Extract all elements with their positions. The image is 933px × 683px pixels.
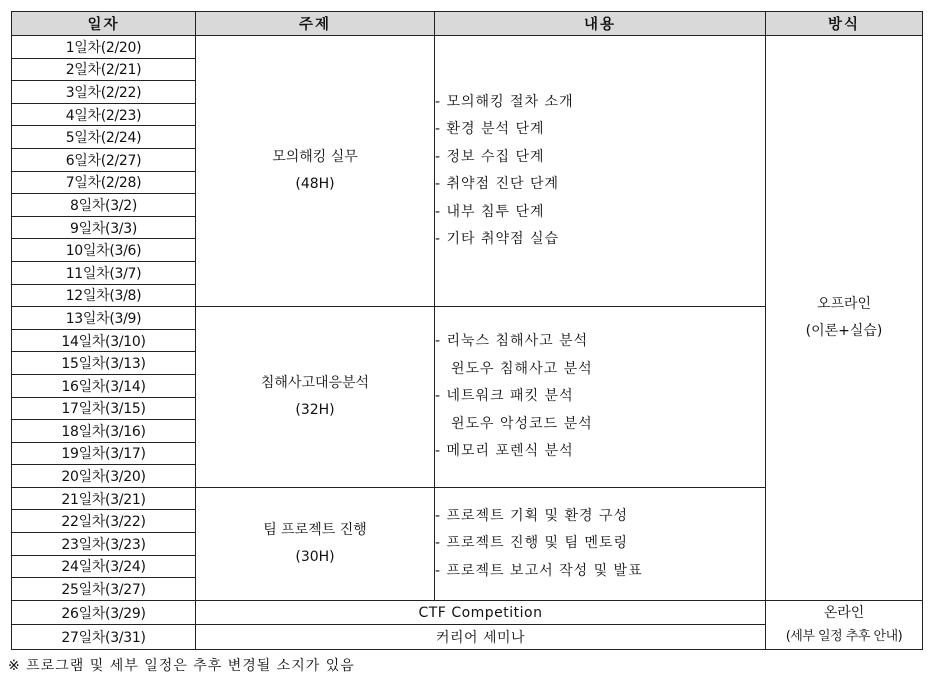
day-cell: 18일차(3/16) — [12, 420, 196, 443]
content-item: - 네트워크 패킷 분석 — [435, 388, 574, 405]
table-row — [12, 36, 923, 59]
content-item: - 리눅스 침해사고 분석 — [435, 333, 589, 350]
day-cell: 25일차(3/27) — [12, 578, 196, 601]
topic-hours: (32H) — [295, 402, 335, 418]
day-cell: 23일차(3/23) — [12, 533, 196, 556]
day-cell: 11일차(3/7) — [12, 261, 196, 284]
topic-hours: (30H) — [295, 548, 335, 565]
header-row — [12, 12, 923, 36]
topic-title: 침해사고대응분석 — [260, 375, 370, 391]
topic-title: 팀 프로젝트 진행 — [263, 521, 367, 538]
method-sub: (세부 일정 추후 안내) — [785, 628, 903, 644]
day-cell: 3일차(2/22) — [12, 81, 196, 104]
method-cell-online — [766, 600, 923, 649]
ctf-cell: CTF Competition — [196, 600, 766, 625]
content-item: - 정보 수집 단계 — [435, 148, 545, 165]
content-item: - 기타 취약점 실습 — [435, 231, 560, 248]
method-cell-offline — [766, 36, 923, 601]
content-cell-team-project — [435, 487, 766, 600]
day-cell: 2일차(2/21) — [12, 58, 196, 81]
day-cell: 12일차(3/8) — [12, 284, 196, 307]
content-item: - 모의해킹 절차 소개 — [435, 93, 574, 110]
topic-title: 모의해킹 실무 — [272, 149, 358, 166]
header-content: 내용 — [435, 12, 766, 36]
day-cell: 13일차(3/9) — [12, 307, 196, 330]
content-item: - 내부 침투 단계 — [435, 203, 545, 220]
topic-cell-team-project — [196, 487, 435, 600]
content-item: - 프로젝트 보고서 작성 및 발표 — [435, 562, 643, 579]
day-cell: 21일차(3/21) — [12, 487, 196, 510]
day-cell: 10일차(3/6) — [12, 239, 196, 262]
table-row — [12, 600, 923, 625]
header-date: 일자 — [12, 12, 196, 36]
day-cell: 5일차(2/24) — [12, 126, 196, 149]
schedule-table — [11, 11, 923, 650]
career-seminar-cell: 커리어 세미나 — [196, 625, 766, 650]
content-cell-pentest — [435, 36, 766, 307]
topic-hours: (48H) — [295, 176, 335, 193]
content-item: 윈도우 악성코드 분석 — [451, 415, 593, 432]
day-cell: 4일차(2/23) — [12, 103, 196, 126]
content-item: - 프로젝트 진행 및 팀 멘토링 — [435, 535, 629, 552]
method-label: 온라인 — [823, 604, 865, 621]
day-cell: 22일차(3/22) — [12, 510, 196, 533]
topic-cell-incident — [196, 307, 435, 488]
day-cell: 16일차(3/14) — [12, 374, 196, 397]
footnote: ※ 프로그램 및 세부 일정은 추후 변경될 소지가 있음 — [8, 658, 355, 674]
day-cell: 1일차(2/20) — [12, 36, 196, 59]
content-item: - 취약점 진단 단계 — [435, 176, 560, 193]
content-item: - 프로젝트 기획 및 환경 구성 — [435, 507, 629, 524]
topic-cell-pentest — [196, 36, 435, 307]
day-cell: 24일차(3/24) — [12, 555, 196, 578]
day-cell: 19일차(3/17) — [12, 442, 196, 465]
header-method: 방식 — [766, 12, 923, 36]
day-cell: 14일차(3/10) — [12, 329, 196, 352]
day-cell: 26일차(3/29) — [12, 600, 196, 625]
day-cell: 27일차(3/31) — [12, 625, 196, 650]
method-label: 오프라인 — [816, 295, 872, 312]
content-item: - 환경 분석 단계 — [435, 121, 545, 138]
day-cell: 8일차(3/2) — [12, 194, 196, 217]
day-cell: 17일차(3/15) — [12, 397, 196, 420]
content-item: 윈도우 침해사고 분석 — [451, 360, 593, 377]
content-item: - 메모리 포렌식 분석 — [435, 443, 574, 460]
method-sub: (이론+실습) — [805, 322, 883, 339]
day-cell: 9일차(3/3) — [12, 216, 196, 239]
header-topic: 주제 — [196, 12, 435, 36]
day-cell: 20일차(3/20) — [12, 465, 196, 488]
day-cell: 7일차(2/28) — [12, 171, 196, 194]
day-cell: 6일차(2/27) — [12, 148, 196, 171]
day-cell: 15일차(3/13) — [12, 352, 196, 375]
content-cell-incident — [435, 307, 766, 488]
